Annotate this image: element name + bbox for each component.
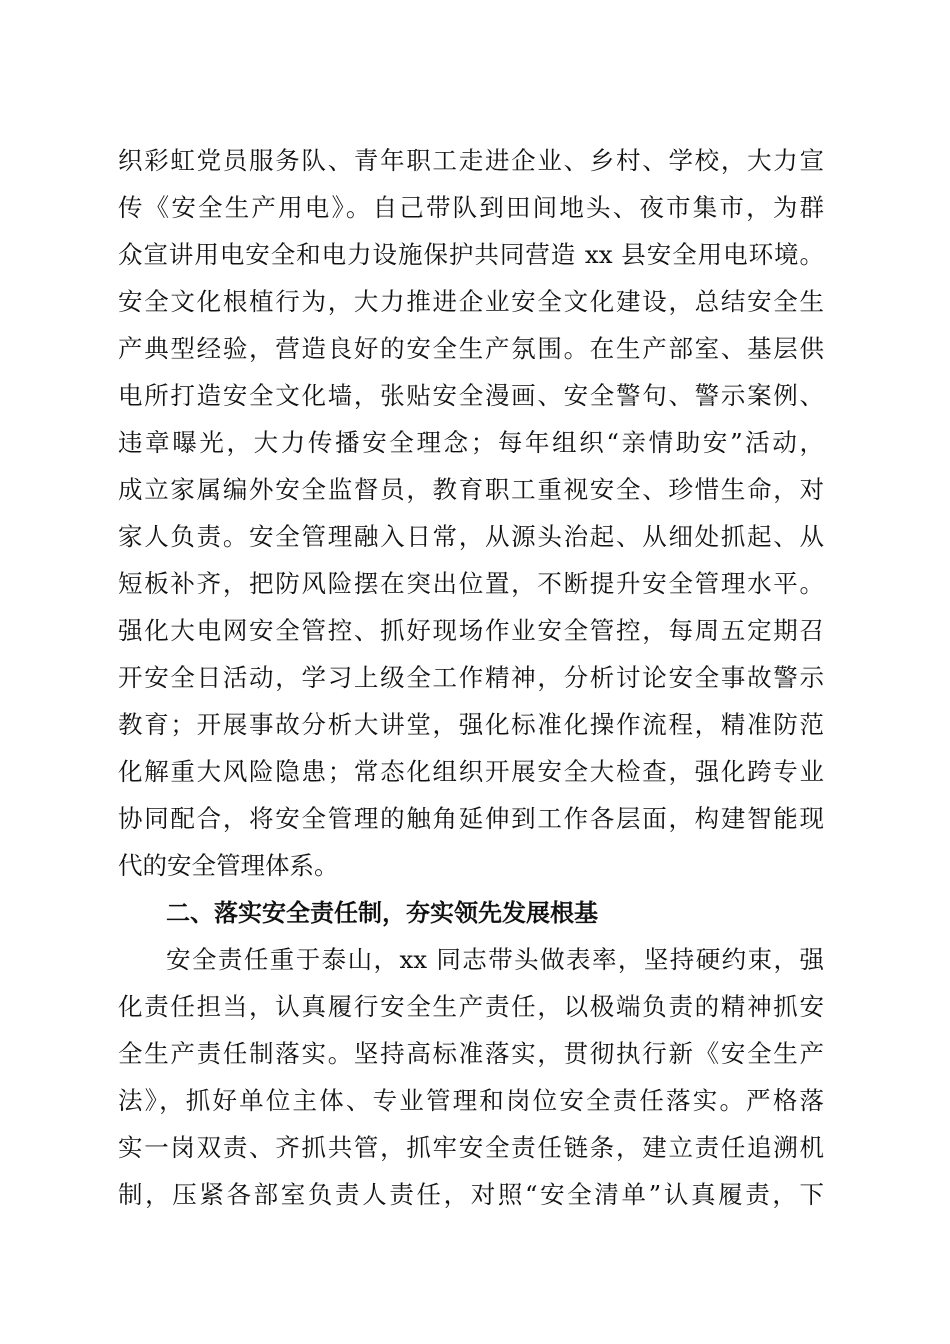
- body-line-10: 短板补齐，把防风险摆在突出位置，不断提升安全管理水平。: [118, 569, 824, 598]
- body-line-2: 传《安全生产用电》。自己带队到田间地头、夜市集市，为群: [118, 193, 824, 222]
- body-line-18: 化责任担当，认真履行安全生产责任，以极端负责的精神抓安: [118, 992, 824, 1021]
- body-line-5: 产典型经验，营造良好的安全生产氛围。在生产部室、基层供: [118, 334, 824, 363]
- body-line-15: 协同配合，将安全管理的触角延伸到工作各层面，构建智能现: [118, 804, 824, 833]
- body-line-4: 安全文化根植行为，大力推进企业安全文化建设，总结安全生: [118, 287, 824, 316]
- body-line-12: 开安全日活动，学习上级全工作精神，分析讨论安全事故警示: [118, 663, 824, 692]
- section-heading: 二、落实安全责任制，夯实领先发展根基: [166, 899, 598, 927]
- body-line-3: 众宣讲用电安全和电力设施保护共同营造 xx 县安全用电环境。: [118, 240, 824, 269]
- body-line-8: 成立家属编外安全监督员，教育职工重视安全、珍惜生命，对: [118, 475, 824, 504]
- body-line-14: 化解重大风险隐患；常态化组织开展安全大检查，强化跨专业: [118, 757, 824, 786]
- body-line-20: 法》，抓好单位主体、专业管理和岗位安全责任落实。严格落: [118, 1086, 824, 1115]
- body-line-6: 电所打造安全文化墙，张贴安全漫画、安全警句、警示案例、: [118, 381, 824, 410]
- body-line-22: 制，压紧各部室负责人责任，对照“安全清单”认真履责，下: [118, 1180, 824, 1209]
- body-line-9: 家人负责。安全管理融入日常，从源头治起、从细处抓起、从: [118, 522, 824, 551]
- body-line-13: 教育；开展事故分析大讲堂，强化标准化操作流程，精准防范: [118, 710, 824, 739]
- body-line-16: 代的安全管理体系。: [118, 851, 339, 880]
- body-line-17: 安全责任重于泰山，xx 同志带头做表率，坚持硬约束，强: [166, 945, 824, 974]
- body-line-21: 实一岗双责、齐抓共管，抓牢安全责任链条，建立责任追溯机: [118, 1133, 824, 1162]
- body-line-19: 全生产责任制落实。坚持高标准落实，贯彻执行新《安全生产: [118, 1039, 824, 1068]
- body-line-1: 织彩虹党员服务队、青年职工走进企业、乡村、学校，大力宣: [118, 146, 824, 175]
- body-line-7: 违章曝光，大力传播安全理念；每年组织“亲情助安”活动，: [118, 428, 824, 457]
- body-line-11: 强化大电网安全管控、抓好现场作业安全管控，每周五定期召: [118, 616, 824, 645]
